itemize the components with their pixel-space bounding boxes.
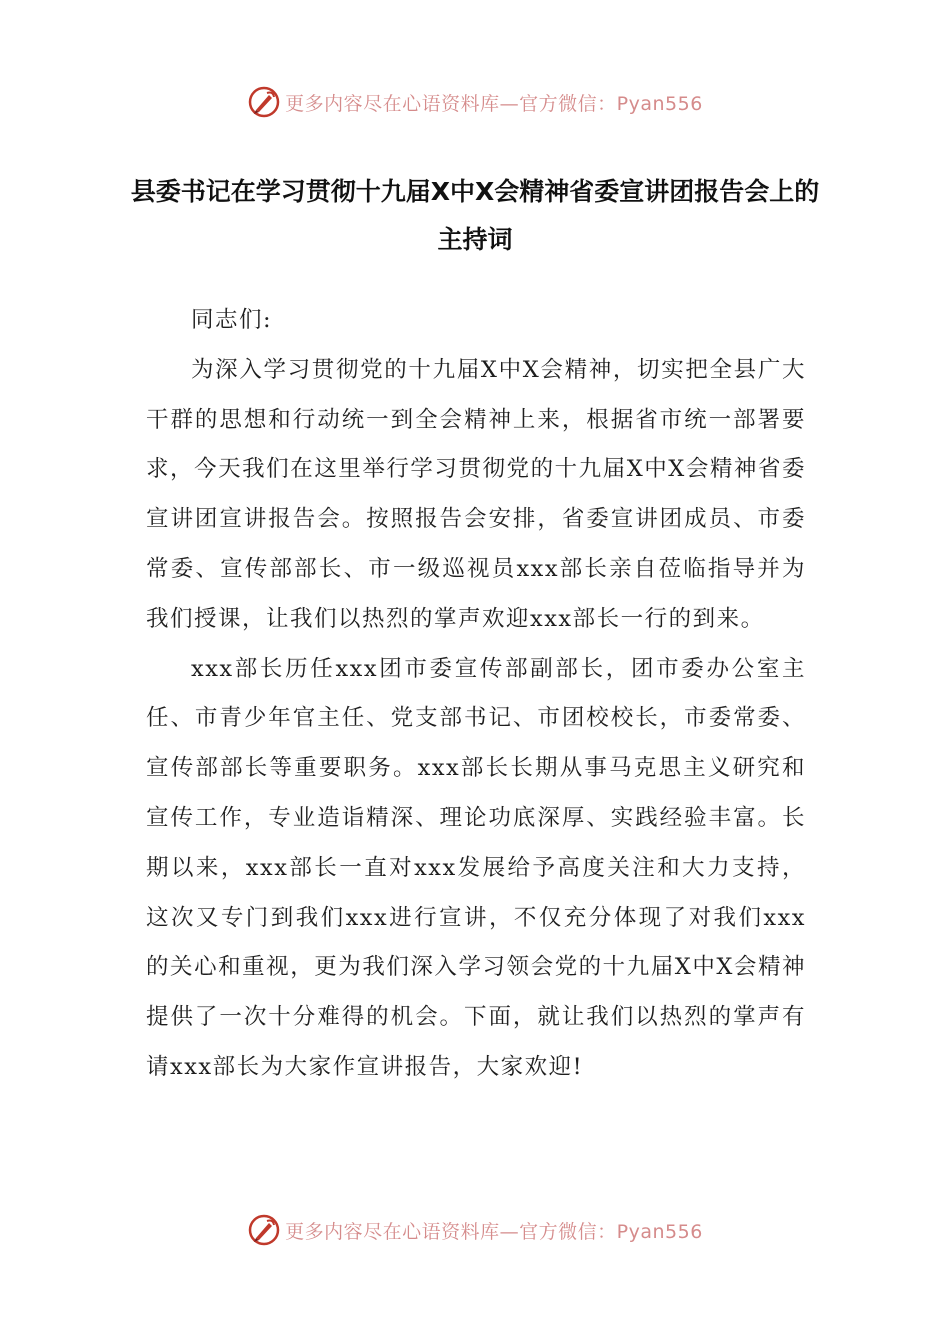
paragraph: xxx部长历任xxx团市委宣传部副部长，团市委办公室主任、市青少年官主任、党支部书记、市团校校长，市委常委、宣传部部长等重要职务。xxx部长长期从事马克思主义研究和宣传工作，专业造诣精深、理论功底深厚、实践经验丰富。长期以来，xxx部长一直对xxx发展给予高度关注和大力支持，这次又专门到我们xxx进行宣讲，不仅充分体现了对我们xxx的关心和重视，更为我们深入学习领会党的十九届X中X会精神提供了一次十分难得的机会。下面，就让我们以热烈的掌声有请xxx部长为大家作宣讲报告，大家欢迎! xyxy=(146,655,806,1080)
pen-logo-icon xyxy=(247,85,281,119)
footer-watermark xyxy=(0,1210,950,1250)
paragraph: 为深入学习贯彻党的十九届X中X会精神，切实把全县广大干群的思想和行动统一到全会精神上来，根据省市统一部署要求，今天我们在这里举行学习贯彻党的十九届X中X会精神省委宣讲团宣讲报告会。按照报告会安排，省委宣讲团成员、市委常委、宣传部部长、市一级巡视员xxx部长亲自莅临指导并为我们授课，让我们以热烈的掌声欢迎xxx部长一行的到来。 xyxy=(146,356,806,632)
watermark-text: 更多内容尽在心语资料库—官方微信：Pyan556 xyxy=(285,92,703,115)
document-title: 县委书记在学习贯彻十九届X中X会精神省委宣讲团报告会上的主持词 xyxy=(130,177,820,254)
document-body xyxy=(146,296,806,1093)
watermark-text: 更多内容尽在心语资料库—官方微信：Pyan556 xyxy=(285,1220,703,1243)
header-watermark xyxy=(0,82,950,122)
pen-logo-icon xyxy=(247,1213,281,1247)
salutation: 同志们: xyxy=(191,307,273,333)
